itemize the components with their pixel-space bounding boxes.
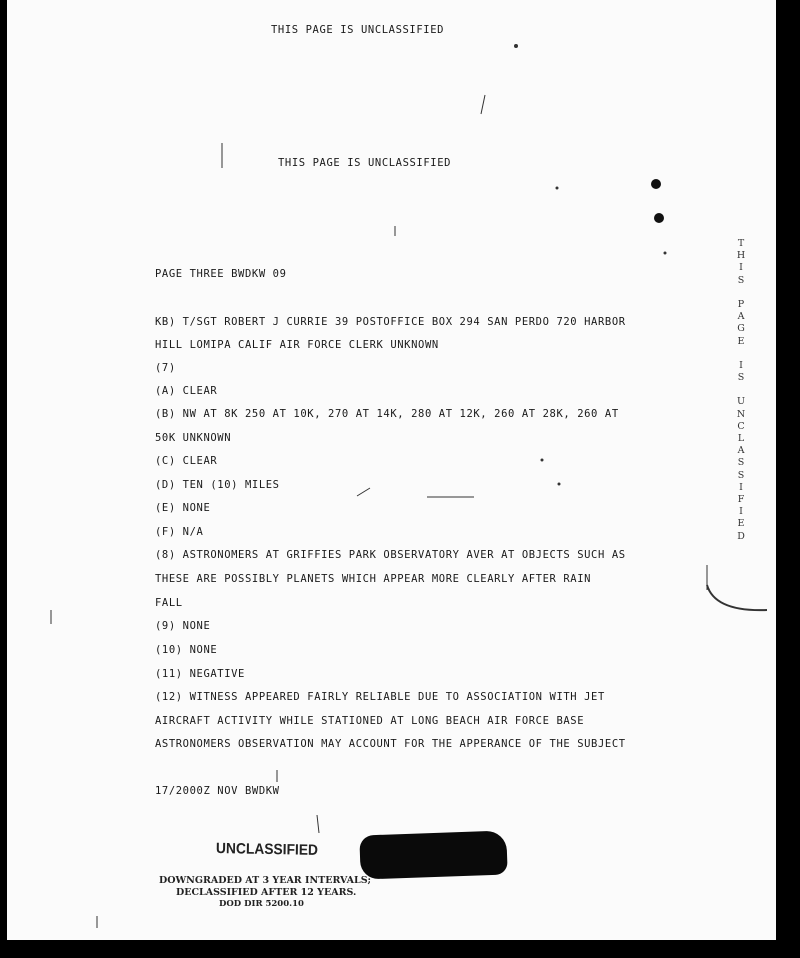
- side-letter: A: [737, 445, 745, 457]
- side-letter: L: [737, 433, 745, 444]
- body-line: KB) T/SGT ROBERT J CURRIE 39 POSTOFFICE BOX 294 SAN PERDO 720 HARBOR: [155, 316, 626, 328]
- body-line: ASTRONOMERS OBSERVATION MAY ACCOUNT FOR THE APPERANCE OF THE SUBJECT: [155, 738, 626, 750]
- second-classification-line: THIS PAGE IS UNCLASSIFIED: [278, 157, 452, 169]
- body-line: FALL: [155, 597, 183, 609]
- scan-mark: [357, 488, 370, 496]
- scan-mark: [317, 815, 319, 833]
- side-letter: U: [736, 396, 745, 408]
- side-letter: F: [737, 493, 745, 505]
- side-letter: S: [737, 274, 745, 286]
- side-letter: E: [737, 518, 745, 530]
- body-line: (D) TEN (10) MILES: [155, 479, 280, 491]
- unclassified-stamp: UNCLASSIFIED: [215, 840, 319, 859]
- redaction-blot: [359, 830, 507, 879]
- side-letter: S: [737, 469, 745, 481]
- body-line: (7): [155, 362, 176, 374]
- body-line: AIRCRAFT ACTIVITY WHILE STATIONED AT LONG BEACH AIR FORCE BASE: [155, 715, 585, 727]
- scan-dot: [541, 459, 544, 462]
- body-line: (A) CLEAR: [155, 385, 218, 397]
- body-line: HILL LOMIPA CALIF AIR FORCE CLERK UNKNOWN: [155, 339, 439, 351]
- body-line: (11) NEGATIVE: [155, 668, 245, 680]
- side-letter: E: [737, 335, 745, 347]
- body-line: (10) NONE: [155, 644, 218, 656]
- scan-dot: [558, 483, 561, 486]
- body-line: (E) NONE: [155, 502, 211, 514]
- side-letter: P: [737, 298, 745, 310]
- side-letter: I: [739, 262, 743, 274]
- scan-dot: [514, 44, 518, 48]
- downgrade-notice-line-1: DOWNGRADED AT 3 YEAR INTERVALS;: [159, 875, 372, 886]
- side-letter: I: [739, 506, 743, 518]
- downgrade-notice-line-3: DOD DIR 5200.10: [219, 899, 304, 909]
- page-label: PAGE THREE BWDKW 09: [155, 268, 287, 280]
- side-letter: G: [737, 323, 745, 335]
- side-letter: H: [736, 250, 746, 262]
- body-line: (8) ASTRONOMERS AT GRIFFIES PARK OBSERVATORY AVER AT OBJECTS SUCH AS: [155, 549, 626, 561]
- body-line: (B) NW AT 8K 250 AT 10K, 270 AT 14K, 280 AT 12K, 260 AT 28K, 260 AT: [155, 408, 619, 420]
- side-letter: D: [737, 530, 745, 542]
- scan-dot: [556, 187, 559, 190]
- date-time-group: 17/2000Z NOV BWDKW: [155, 785, 280, 797]
- side-letter: [734, 384, 748, 396]
- side-classification-stamp: [734, 238, 748, 543]
- downgrade-notice-line-2: DECLASSIFIED AFTER 12 YEARS.: [176, 887, 357, 898]
- side-letter: S: [737, 372, 745, 384]
- body-line: (12) WITNESS APPEARED FAIRLY RELIABLE DUE TO ASSOCIATION WITH JET: [155, 691, 605, 703]
- body-line: THESE ARE POSSIBLY PLANETS WHICH APPEAR MORE CLEARLY AFTER RAIN: [155, 573, 592, 585]
- punch-hole-mark: [654, 213, 664, 223]
- side-letter: I: [739, 481, 743, 493]
- scan-mark: [707, 585, 767, 610]
- side-letter: T: [737, 238, 745, 249]
- body-line: 50K UNKNOWN: [155, 432, 232, 444]
- document-page: [7, 0, 776, 940]
- side-letter: S: [737, 457, 745, 469]
- body-line: (C) CLEAR: [155, 455, 218, 467]
- side-letter: [734, 287, 748, 299]
- scan-dot: [664, 252, 667, 255]
- body-line: (9) NONE: [155, 620, 211, 632]
- side-letter: [734, 348, 748, 360]
- body-line: (F) N/A: [155, 526, 204, 538]
- side-letter: N: [736, 408, 746, 420]
- side-letter: C: [737, 420, 745, 432]
- scan-mark: [481, 95, 485, 114]
- side-letter: A: [737, 311, 745, 323]
- punch-hole-mark: [651, 179, 661, 189]
- side-letter: I: [739, 359, 743, 371]
- top-classification-line: THIS PAGE IS UNCLASSIFIED: [271, 24, 445, 36]
- scan-artifacts: [7, 0, 776, 940]
